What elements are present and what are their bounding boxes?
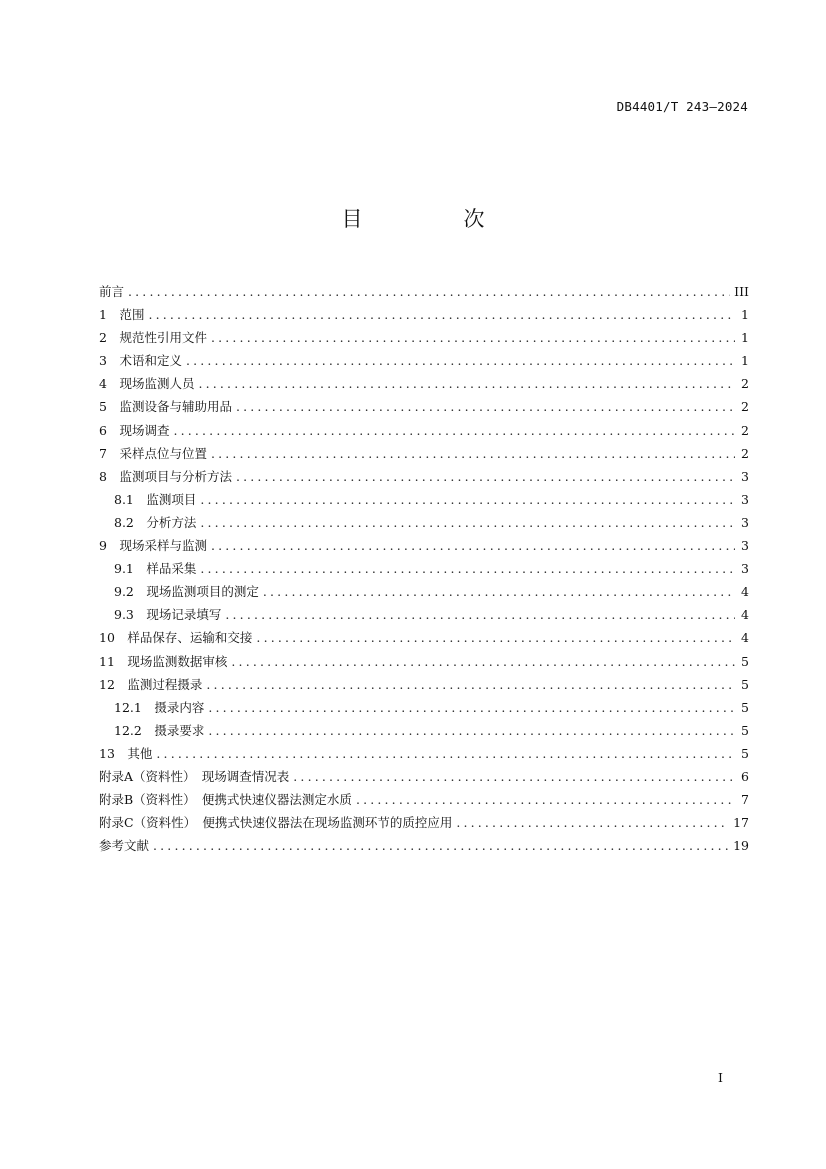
toc-entry[interactable]: [99, 557, 749, 580]
toc-entry-page: 6: [741, 768, 749, 784]
toc-entry-page: 5: [741, 653, 749, 669]
toc-leader-dots: [200, 557, 735, 580]
toc-entry[interactable]: [99, 349, 749, 372]
toc-entry[interactable]: [99, 650, 749, 673]
page-title: 目 次: [341, 207, 525, 231]
toc-entry[interactable]: [99, 811, 749, 834]
toc-entry-page: 4: [741, 630, 749, 646]
toc-entry-label: 附录A（资料性） 现场调查情况表: [99, 768, 290, 784]
page-number: I: [718, 1070, 723, 1085]
toc-entry-label: 9 现场采样与监测: [99, 538, 207, 554]
toc-entry-page: 5: [741, 722, 749, 738]
toc-entry-label: 12.1 摄录内容: [114, 699, 205, 715]
toc-entry-page: 17: [733, 815, 749, 831]
toc-entry-page: 1: [741, 307, 749, 323]
toc-entry-page: 3: [741, 491, 749, 507]
toc-leader-dots: [186, 349, 735, 372]
document-id: DB4401/T 243—2024: [616, 99, 748, 114]
toc-entry-page: 2: [741, 376, 749, 392]
toc-entry[interactable]: [99, 511, 749, 534]
toc-entry-page: 19: [733, 838, 749, 854]
toc-entry[interactable]: [99, 488, 749, 511]
toc-leader-dots: [356, 788, 735, 811]
toc-leader-dots: [200, 488, 735, 511]
toc-leader-dots: [293, 765, 735, 788]
toc-entry-label: 11 现场监测数据审核: [99, 653, 228, 669]
toc-entry-label: 5 监测设备与辅助用品: [99, 399, 232, 415]
toc-entry-page: 3: [741, 468, 749, 484]
toc-leader-dots: [208, 719, 735, 742]
toc-leader-dots: [456, 811, 729, 834]
toc-entry[interactable]: [99, 719, 749, 742]
toc-leader-dots: [263, 580, 735, 603]
toc-entry-label: 8.2 分析方法: [114, 514, 197, 530]
toc-entry[interactable]: [99, 696, 749, 719]
toc-leader-dots: [200, 511, 735, 534]
toc-leader-dots: [231, 650, 735, 673]
toc-entry-page: 1: [741, 330, 749, 346]
toc-entry[interactable]: [99, 280, 749, 303]
toc-leader-dots: [256, 626, 735, 649]
toc-entry-page: 3: [741, 538, 749, 554]
toc-entry-page: 3: [741, 514, 749, 530]
toc-leader-dots: [173, 419, 735, 442]
toc-entry[interactable]: [99, 534, 749, 557]
toc-entry-page: 5: [741, 699, 749, 715]
toc-entry-label: 9.1 样品采集: [114, 561, 197, 577]
toc-entry-page: 4: [741, 584, 749, 600]
toc-entry-label: 8.1 监测项目: [114, 491, 197, 507]
toc-leader-dots: [236, 465, 735, 488]
toc-entry-page: 5: [741, 676, 749, 692]
toc-entry-label: 9.2 现场监测项目的测定: [114, 584, 259, 600]
toc-entry[interactable]: [99, 580, 749, 603]
toc-leader-dots: [128, 280, 730, 303]
toc-entry[interactable]: [99, 326, 749, 349]
toc-entry-label: 12.2 摄录要求: [114, 722, 205, 738]
table-of-contents: [99, 280, 749, 857]
toc-entry[interactable]: [99, 626, 749, 649]
toc-leader-dots: [198, 372, 735, 395]
toc-entry-label: 1 范围: [99, 307, 145, 323]
toc-entry[interactable]: [99, 742, 749, 765]
toc-entry-page: 2: [741, 422, 749, 438]
toc-entry-page: 7: [741, 792, 749, 808]
toc-leader-dots: [156, 742, 735, 765]
toc-leader-dots: [211, 326, 735, 349]
toc-entry-label: 6 现场调查: [99, 422, 170, 438]
toc-entry[interactable]: [99, 603, 749, 626]
toc-entry[interactable]: [99, 788, 749, 811]
toc-entry-label: 2 规范性引用文件: [99, 330, 207, 346]
toc-leader-dots: [225, 603, 735, 626]
toc-entry-page: 4: [741, 607, 749, 623]
toc-entry-label: 12 监测过程摄录: [99, 676, 203, 692]
toc-leader-dots: [148, 303, 735, 326]
toc-leader-dots: [236, 395, 735, 418]
toc-entry[interactable]: [99, 465, 749, 488]
toc-entry-page: 2: [741, 399, 749, 415]
toc-leader-dots: [211, 534, 735, 557]
toc-entry[interactable]: [99, 834, 749, 857]
toc-leader-dots: [211, 442, 735, 465]
toc-entry[interactable]: [99, 673, 749, 696]
toc-entry-label: 参考文献: [99, 838, 150, 854]
toc-entry-page: 1: [741, 353, 749, 369]
toc-leader-dots: [153, 834, 729, 857]
toc-entry-label: 7 采样点位与位置: [99, 445, 207, 461]
toc-entry-page: III: [734, 284, 749, 299]
toc-entry-label: 前言: [99, 284, 125, 299]
toc-entry-label: 附录B（资料性） 便携式快速仪器法测定水质: [99, 792, 352, 808]
toc-entry-label: 8 监测项目与分析方法: [99, 468, 232, 484]
toc-entry[interactable]: [99, 395, 749, 418]
toc-entry-label: 13 其他: [99, 745, 153, 761]
toc-entry[interactable]: [99, 765, 749, 788]
toc-entry-label: 9.3 现场记录填写: [114, 607, 222, 623]
toc-leader-dots: [208, 696, 735, 719]
toc-entry-label: 附录C（资料性） 便携式快速仪器法在现场监测环节的质控应用: [99, 815, 453, 831]
toc-entry-label: 10 样品保存、运输和交接: [99, 630, 253, 646]
toc-entry-page: 3: [741, 561, 749, 577]
toc-entry-page: 5: [741, 745, 749, 761]
toc-entry[interactable]: [99, 442, 749, 465]
toc-entry[interactable]: [99, 372, 749, 395]
toc-entry[interactable]: [99, 303, 749, 326]
toc-entry-label: 4 现场监测人员: [99, 376, 195, 392]
toc-entry[interactable]: [99, 419, 749, 442]
toc-leader-dots: [206, 673, 735, 696]
toc-entry-page: 2: [741, 445, 749, 461]
toc-entry-label: 3 术语和定义: [99, 353, 182, 369]
